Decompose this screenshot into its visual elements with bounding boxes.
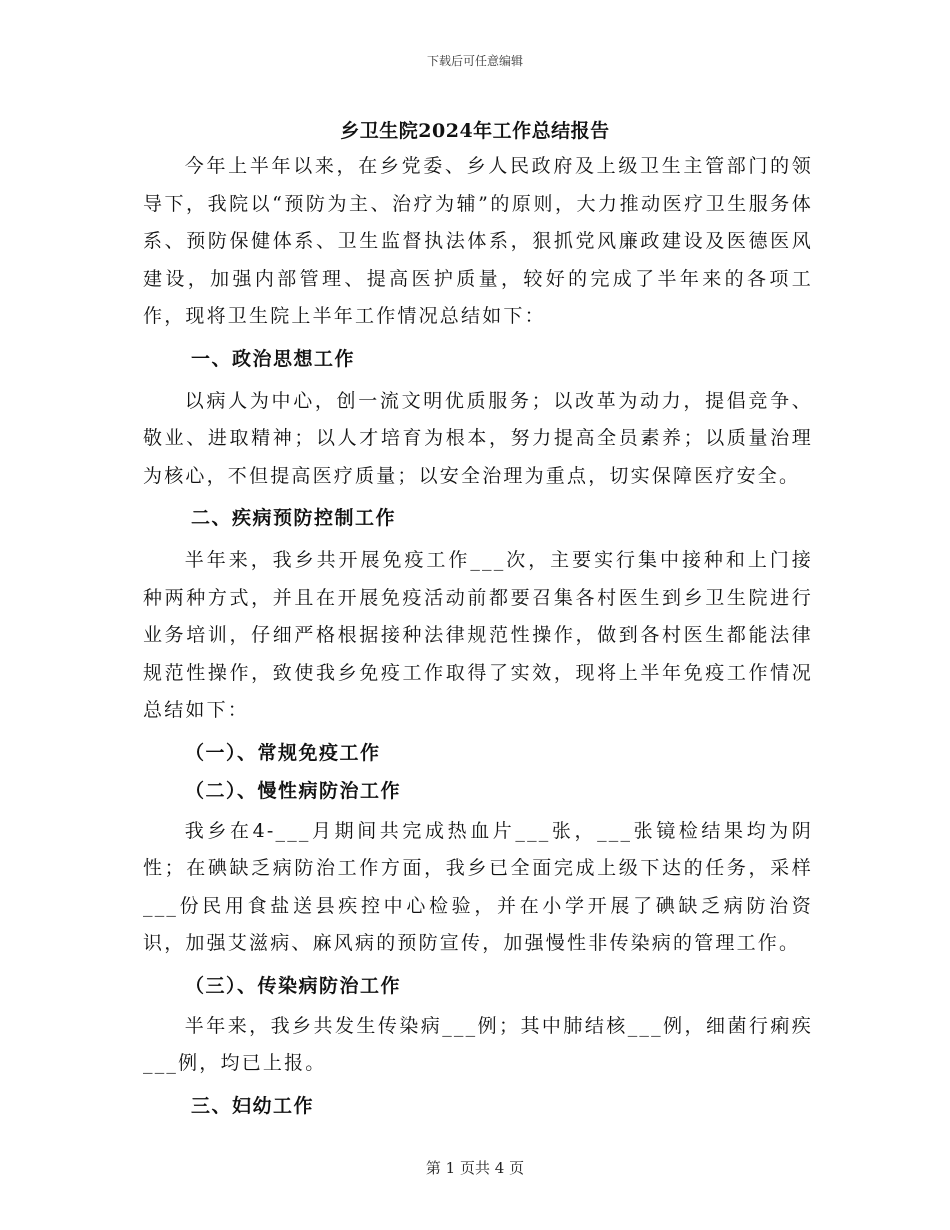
section-politics-paragraph: 以病人为中心，创一流文明优质服务；以改革为动力，提倡竞争、敬业、进取精神；以人才培育为根本，努力提高全员素养；以质量治理为核心，不但提高医疗质量；以安全治理为重点，切实保障医疗安全。 [143, 389, 813, 487]
section-heading-disease-control: 二、疾病预防控制工作 [191, 507, 397, 529]
subsection-infectious-disease-paragraph: 半年来，我乡共发生传染病___例；其中肺结核___例，细菌行痢疾___例，均已上报。 [143, 1014, 813, 1074]
intro-paragraph: 今年上半年以来，在乡党委、乡人民政府及上级卫生主管部门的领导下，我院以“预防为主、治疗为辅”的原则，大力推动医疗卫生服务体系、预防保健体系、卫生监督执法体系，狠抓党风廉政建设及医德医风建设，加强内部管理、提高医护质量，较好的完成了半年来的各项工作，现将卫生院上半年工作情况总结如下： [143, 155, 813, 327]
subsection-chronic-disease-paragraph: 我乡在4-___月期间共完成热血片___张，___张镜检结果均为阴性；在碘缺乏病防治工作方面，我乡已全面完成上级下达的任务，采样___份民用食盐送县疾控中心检验，并在小学开展了碘缺乏病防治资识，加强艾滋病、麻风病的预防宣传，加强慢性非传染病的管理工作。 [143, 819, 813, 954]
subsection-heading-chronic-disease: （二）、慢性病防治工作 [185, 779, 402, 802]
document-body [143, 148, 813, 1130]
subsection-heading-infectious-disease: （三）、传染病防治工作 [185, 974, 402, 997]
section-heading-maternal-child: 三、妇幼工作 [191, 1094, 315, 1117]
section-heading-politics: 一、政治思想工作 [191, 347, 356, 370]
section-disease-control-paragraph: 半年来，我乡共开展免疫工作___次，主要实行集中接种和上门接种两种方式，并且在开展免疫活动前都要召集各村医生到乡卫生院进行业务培训，仔细严格根据接种法律规范性操作，做到各村医生都能法律规范性操作，致使我乡免疫工作取得了实效，现将上半年免疫工作情况总结如下： [143, 549, 813, 721]
page-number-footer: 第 1 页共 4 页 [425, 1159, 525, 1177]
subsection-heading-routine-immunization: （一）、常规免疫工作 [185, 741, 381, 764]
page-header-note: 下载后可任意编辑 [426, 54, 523, 68]
document-title: 乡卫生院2024年工作总结报告 [340, 120, 610, 142]
